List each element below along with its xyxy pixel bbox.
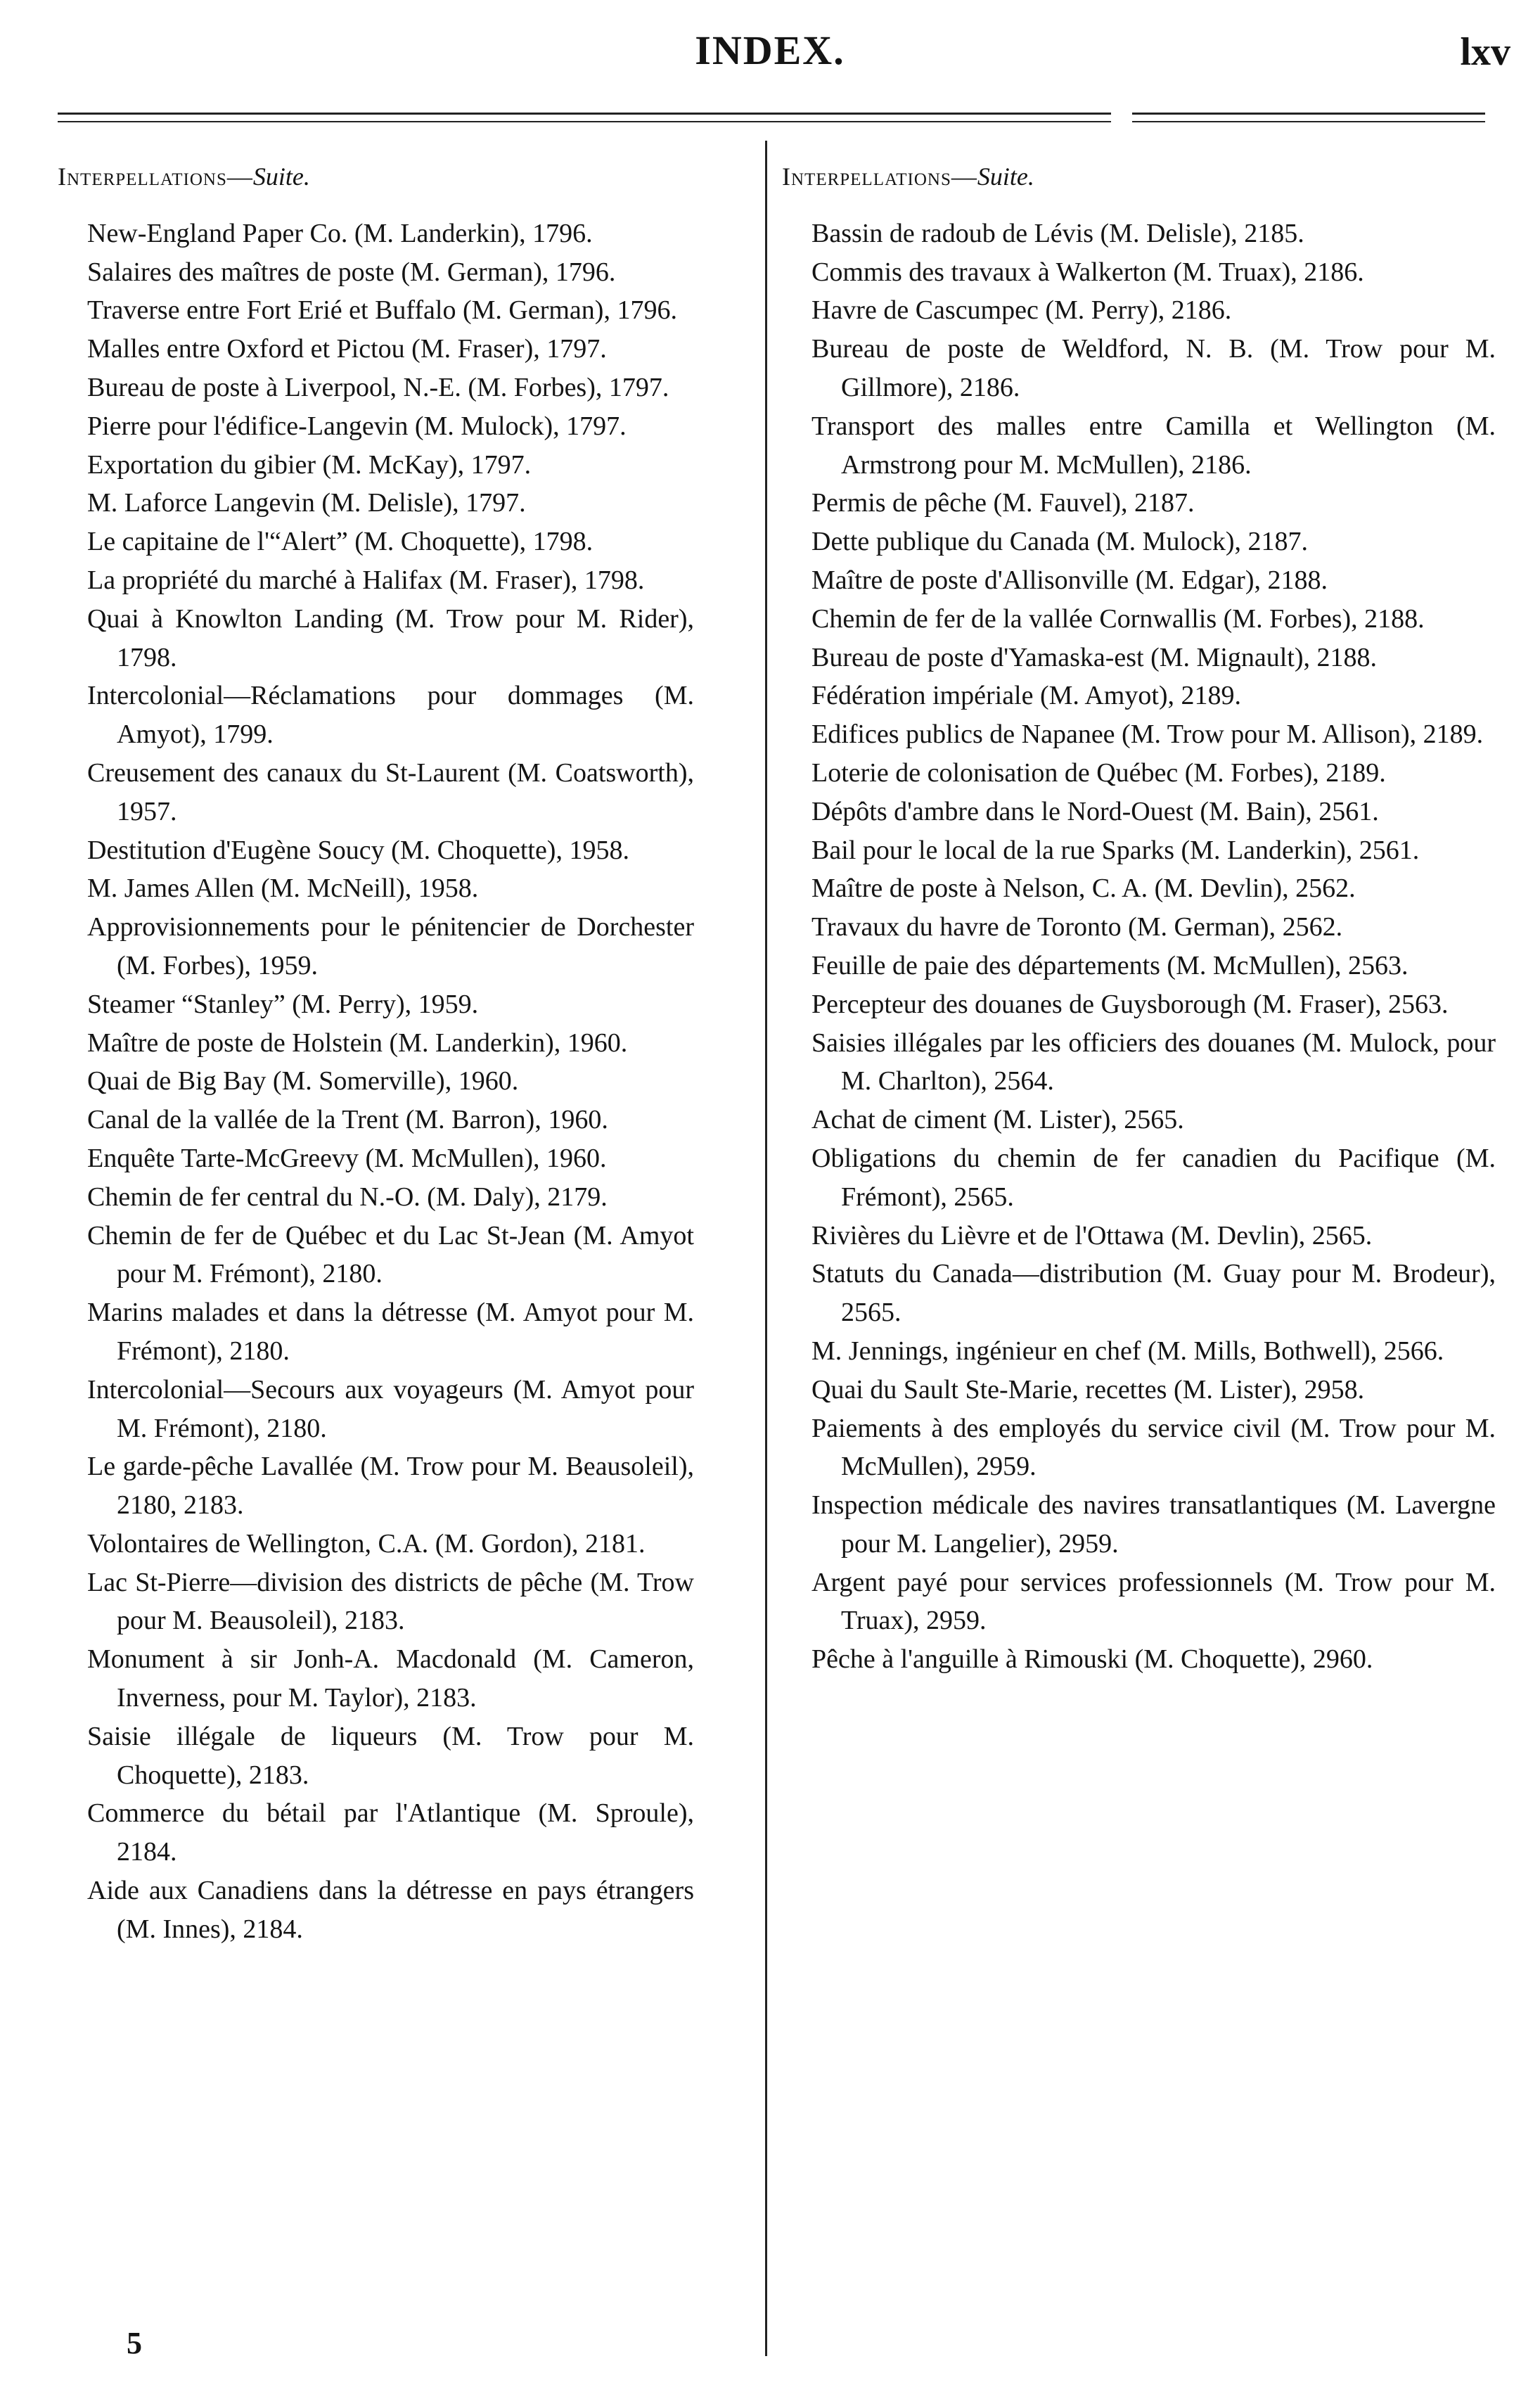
index-entry: Quai du Sault Ste-Marie, recettes (M. Lister), 2958. [811, 1374, 1365, 1405]
right-heading-label: Interpellations [782, 162, 951, 191]
index-entry: Lac St-Pierre—division des districts de pêche (M. Trow pour M. Beausoleil), 2183. [87, 1567, 694, 1636]
index-entry: Saisies illégales par les officiers des douanes (M. Mulock, pour M. Charlton), 2564. [811, 1028, 1496, 1096]
index-entry: Feuille de paie des départements (M. McMullen), 2563. [811, 950, 1409, 980]
index-entry: Bureau de poste d'Yamaska-est (M. Mignault), 2188. [811, 642, 1378, 672]
index-entry: Achat de ciment (M. Lister), 2565. [811, 1105, 1184, 1135]
index-entry: Volontaires de Wellington, C.A. (M. Gordon), 2181. [87, 1528, 646, 1559]
index-entry: Salaires des maîtres de poste (M. German), 1796. [87, 257, 616, 287]
index-entry: Maître de poste à Nelson, C. A. (M. Devlin), 2562. [811, 874, 1356, 904]
index-entry: Chemin de fer de la vallée Cornwallis (M. Forbes), 2188. [811, 603, 1425, 634]
index-entry: Inspection médicale des navires transatlantiques (M. Lavergne pour M. Langelier), 2959. [811, 1490, 1496, 1559]
index-entry: Percepteur des douanes de Guysborough (M. Fraser), 2563. [811, 989, 1449, 1019]
index-entry: Bureau de poste à Liverpool, N.-E. (M. Forbes), 1797. [87, 372, 669, 402]
index-entry: Travaux du havre de Toronto (M. German), 2562. [811, 912, 1343, 942]
left-heading-label: Interpellations [58, 162, 227, 191]
column-divider [765, 141, 767, 2356]
left-entry-list [58, 215, 694, 1949]
index-entry: Le capitaine de l'“Alert” (M. Choquette), 1798. [87, 527, 593, 557]
index-entry: Havre de Cascumpec (M. Perry), 2186. [811, 295, 1232, 326]
index-entry: Canal de la vallée de la Trent (M. Barron), 1960. [87, 1105, 608, 1135]
index-entry: Bureau de poste de Weldford, N. B. (M. Trow pour M. Gillmore), 2186. [811, 334, 1496, 402]
index-entry: Steamer “Stanley” (M. Perry), 1959. [87, 989, 479, 1019]
index-entry: M. Laforce Langevin (M. Delisle), 1797. [87, 488, 526, 518]
index-entry: Intercolonial—Secours aux voyageurs (M. Amyot pour M. Frémont), 2180. [87, 1374, 694, 1443]
index-entry: New-England Paper Co. (M. Landerkin), 1796. [87, 218, 593, 248]
index-entry: Commerce du bétail par l'Atlantique (M. Sproule), 2184. [87, 1798, 694, 1867]
right-heading-suite: Suite. [977, 162, 1034, 191]
top-rule-left-1 [58, 113, 1111, 115]
page-number: lxv [1460, 30, 1510, 74]
index-entry: Argent payé pour services professionnels (M. Trow pour M. Truax), 2959. [811, 1567, 1496, 1636]
top-rule-left-2 [58, 121, 1111, 122]
top-rule-right-1 [1132, 113, 1485, 115]
index-entry: M. Jennings, ingénieur en chef (M. Mills, Bothwell), 2566. [811, 1336, 1444, 1366]
index-entry: Commis des travaux à Walkerton (M. Truax), 2186. [811, 257, 1364, 287]
index-entry: Destitution d'Eugène Soucy (M. Choquette), 1958. [87, 835, 629, 865]
index-entry: Malles entre Oxford et Pictou (M. Fraser), 1797. [87, 334, 607, 364]
index-entry: Loterie de colonisation de Québec (M. Forbes), 2189. [811, 757, 1386, 788]
index-entry: Bassin de radoub de Lévis (M. Delisle), 2185. [811, 218, 1304, 248]
signature-mark: 5 [127, 2326, 142, 2360]
index-entry: Transport des malles entre Camilla et Wellington (M. Armstrong pour M. McMullen), 2186. [811, 411, 1496, 480]
index-entry: Exportation du gibier (M. McKay), 1797. [87, 449, 532, 480]
index-entry: Creusement des canaux du St-Laurent (M. Coatsworth), 1957. [87, 757, 694, 826]
index-entry: Fédération impériale (M. Amyot), 2189. [811, 681, 1242, 711]
right-section-heading: Interpellations—Suite. [782, 162, 1034, 191]
index-entry: Monument à sir Jonh-A. Macdonald (M. Cameron, Inverness, pour M. Taylor), 2183. [87, 1644, 694, 1713]
index-entry: La propriété du marché à Halifax (M. Fraser), 1798. [87, 565, 645, 595]
index-entry: Quai à Knowlton Landing (M. Trow pour M. Rider), 1798. [87, 603, 694, 672]
index-entry: Dépôts d'ambre dans le Nord-Ouest (M. Bain), 2561. [811, 796, 1379, 826]
index-entry: Traverse entre Fort Erié et Buffalo (M. German), 1796. [87, 295, 677, 326]
index-entry: Approvisionnements pour le pénitencier de Dorchester (M. Forbes), 1959. [87, 912, 694, 980]
index-entry: Dette publique du Canada (M. Mulock), 2187. [811, 527, 1309, 557]
index-entry: Maître de poste d'Allisonville (M. Edgar), 2188. [811, 565, 1328, 595]
index-entry: Pêche à l'anguille à Rimouski (M. Choquette), 2960. [811, 1644, 1373, 1675]
index-entry: Quai de Big Bay (M. Somerville), 1960. [87, 1066, 519, 1096]
index-entry: Marins malades et dans la détresse (M. Amyot pour M. Frémont), 2180. [87, 1298, 694, 1366]
index-entry: Enquête Tarte-McGreevy (M. McMullen), 1960. [87, 1143, 607, 1173]
index-entry: Edifices publics de Napanee (M. Trow pour M. Allison), 2189. [811, 719, 1484, 750]
right-column [782, 158, 1496, 1679]
left-column [58, 158, 694, 1949]
index-entry: Obligations du chemin de fer canadien du Pacifique (M. Frémont), 2565. [811, 1143, 1496, 1212]
index-entry: Chemin de fer central du N.-O. (M. Daly), 2179. [87, 1182, 608, 1212]
left-heading-suite: Suite. [252, 162, 310, 191]
index-entry: Bail pour le local de la rue Sparks (M. Landerkin), 2561. [811, 835, 1420, 865]
index-entry: Aide aux Canadiens dans la détresse en pays étrangers (M. Innes), 2184. [87, 1876, 694, 1944]
left-section-heading: Interpellations—Suite. [58, 162, 310, 191]
index-entry: Permis de pêche (M. Fauvel), 2187. [811, 488, 1195, 518]
right-entry-list [782, 215, 1496, 1679]
index-entry: Maître de poste de Holstein (M. Landerkin), 1960. [87, 1028, 628, 1058]
index-entry: Rivières du Lièvre et de l'Ottawa (M. Devlin), 2565. [811, 1220, 1373, 1250]
top-rule-right-2 [1132, 121, 1485, 122]
index-entry: Pierre pour l'édifice-Langevin (M. Mulock), 1797. [87, 411, 627, 441]
index-entry: Intercolonial—Réclamations pour dommages (M. Amyot), 1799. [87, 681, 694, 750]
index-entry: Chemin de fer de Québec et du Lac St-Jean (M. Amyot pour M. Frémont), 2180. [87, 1220, 694, 1289]
index-entry: Statuts du Canada—distribution (M. Guay pour M. Brodeur), 2565. [811, 1259, 1496, 1328]
page-title: INDEX. [695, 27, 845, 73]
index-entry: M. James Allen (M. McNeill), 1958. [87, 874, 479, 904]
index-entry: Le garde-pêche Lavallée (M. Trow pour M. Beausoleil), 2180, 2183. [87, 1452, 694, 1521]
index-entry: Saisie illégale de liqueurs (M. Trow pour M. Choquette), 2183. [87, 1721, 694, 1790]
index-entry: Paiements à des employés du service civil (M. Trow pour M. McMullen), 2959. [811, 1413, 1496, 1482]
